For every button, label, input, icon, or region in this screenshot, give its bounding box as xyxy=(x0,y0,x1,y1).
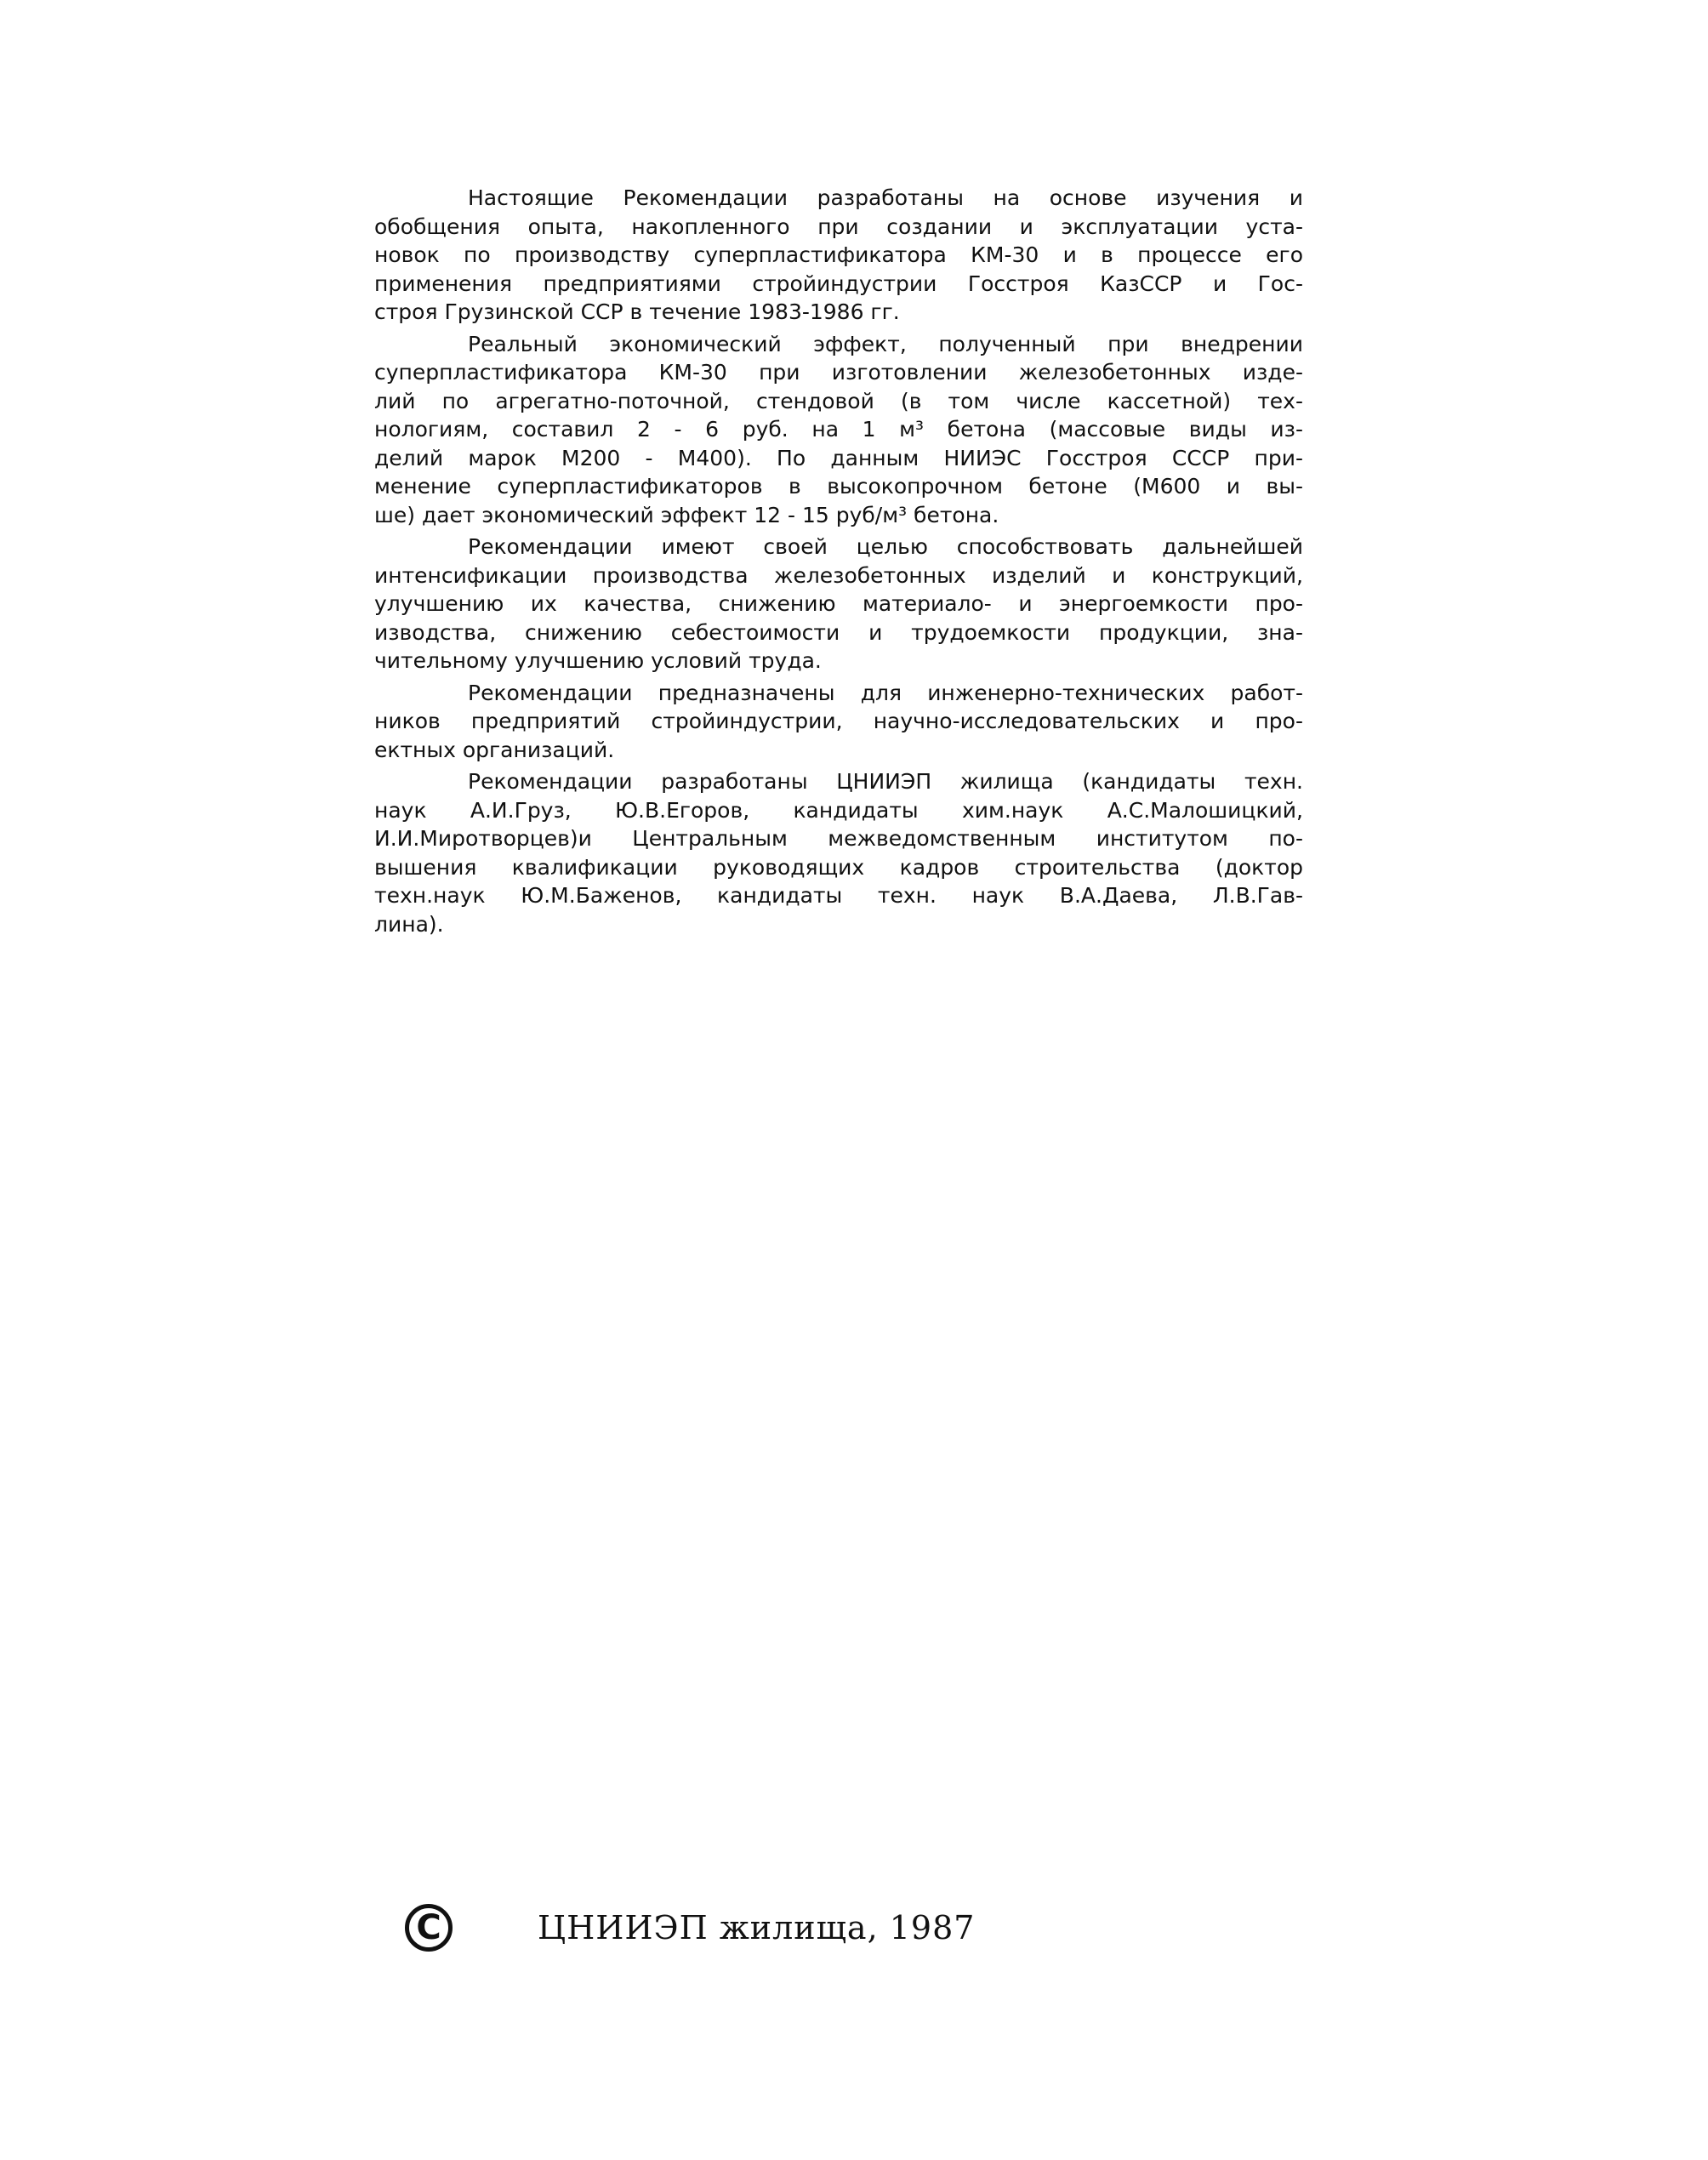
text-line: ников предприятий стройиндустрии, научно-исследовательских и про- xyxy=(374,709,1303,733)
text-line: ше) дает экономический эффект 12 - 15 руб/м³ бетона. xyxy=(374,502,999,527)
text-line: применения предприятиями стройиндустрии Госстроя КазССР и Гос- xyxy=(374,271,1303,296)
copyright-notice xyxy=(405,1894,975,1962)
text-line: Рекомендации разработаны ЦНИИЭП жилища (кандидаты техн. xyxy=(468,769,1303,794)
paragraph xyxy=(374,330,1303,530)
text-line: нологиям, составил 2 - 6 руб. на 1 м³ бетона (массовые виды из- xyxy=(374,417,1303,442)
body-text xyxy=(374,184,1303,938)
text-line: делий марок М200 - М400). По данным НИИЭС Госстроя СССР при- xyxy=(374,445,1303,470)
text-line: интенсификации производства железобетонных изделий и конструкций, xyxy=(374,562,1303,588)
paragraph xyxy=(374,767,1303,938)
text-line: суперпластификатора КМ-30 при изготовлении железобетонных изде- xyxy=(374,360,1303,385)
text-line: ектных организаций. xyxy=(374,737,615,762)
text-line: изводства, снижению себестоимости и трудоемкости продукции, зна- xyxy=(374,619,1303,645)
text-line: менение суперпластификаторов в высокопрочном бетоне (М600 и вы- xyxy=(374,474,1303,499)
text-line: лий по агрегатно-поточной, стендовой (в том числе кассетной) тех- xyxy=(374,388,1303,413)
text-line: улучшению их качества, снижению материало- и энергоемкости про- xyxy=(374,591,1303,616)
text-line: И.И.Миротворцев)и Центральным межведомственным институтом по- xyxy=(374,826,1303,851)
text-line: Рекомендации имеют своей целью способствовать дальнейшей xyxy=(468,534,1303,559)
text-line: Настоящие Рекомендации разработаны на основе изучения и xyxy=(468,185,1303,210)
text-line: Реальный экономический эффект, полученный при внедрении xyxy=(468,331,1303,356)
text-line: новок по производству суперпластификатора КМ-30 и в процессе его xyxy=(374,242,1303,267)
paragraph xyxy=(374,679,1303,765)
text-line: лина). xyxy=(374,911,444,937)
text-line: чительному улучшению условий труда. xyxy=(374,648,822,673)
text-line: Рекомендации предназначены для инженерно-технических работ- xyxy=(468,680,1303,705)
text-line: строя Грузинской ССР в течение 1983-1986 гг. xyxy=(374,299,900,324)
text-line: техн.наук Ю.М.Баженов, кандидаты техн. наук В.А.Даева, Л.В.Гав- xyxy=(374,883,1303,908)
text-line: вышения квалификации руководящих кадров строительства (доктор xyxy=(374,854,1303,880)
text-line: наук А.И.Груз, Ю.В.Егоров, кандидаты хим.наук А.С.Малошицкий, xyxy=(374,797,1303,823)
text-line: обобщения опыта, накопленного при создании и эксплуатации уста- xyxy=(374,214,1303,239)
paragraph xyxy=(374,533,1303,675)
paragraph xyxy=(374,184,1303,327)
publisher-imprint: ЦНИИЭП жилища, 1987 xyxy=(538,1909,976,1946)
copyright-icon: C xyxy=(405,1904,453,1952)
